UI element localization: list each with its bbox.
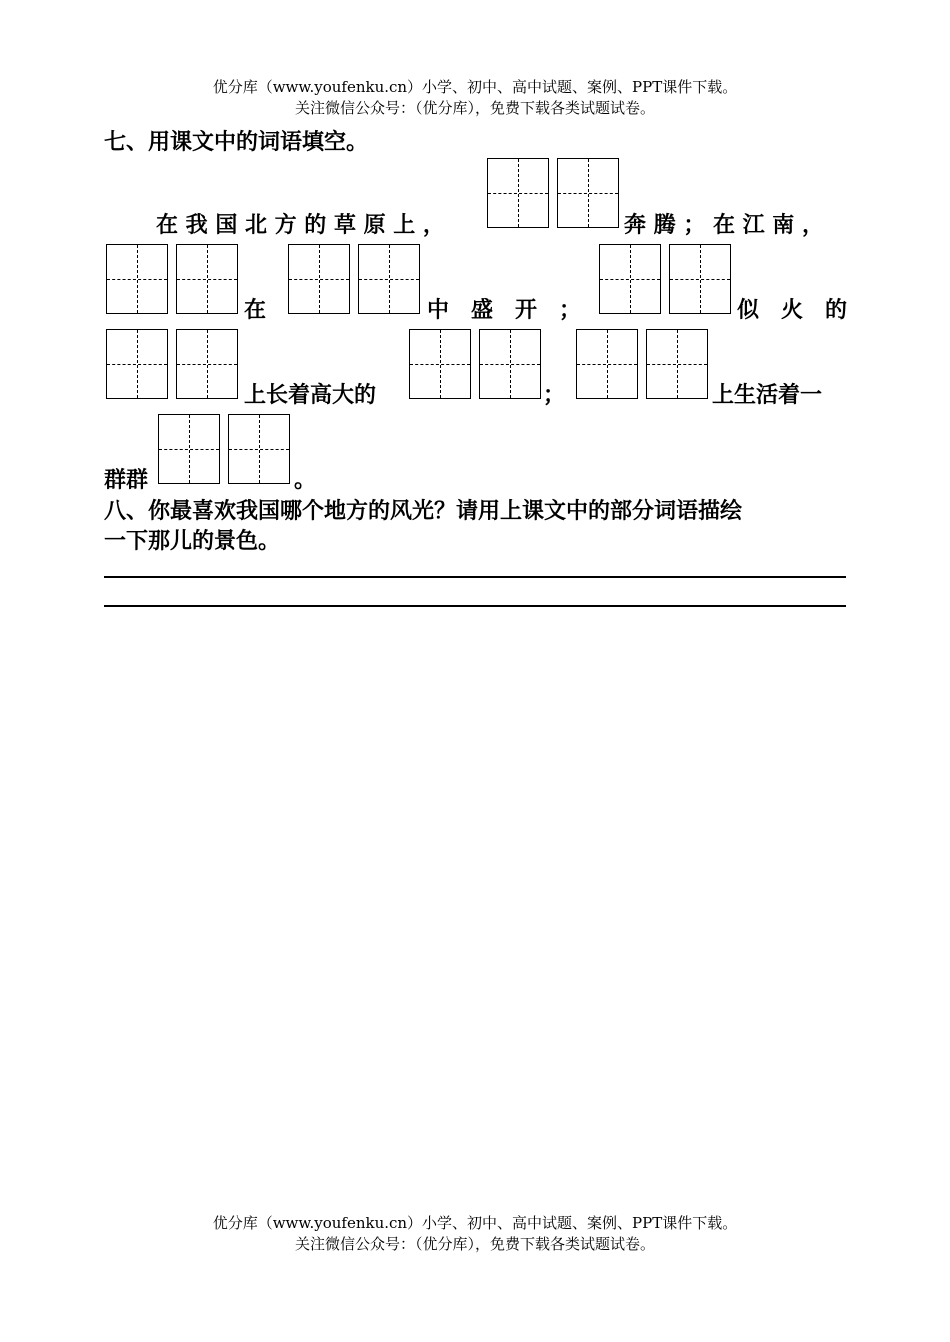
answer-box[interactable] (176, 244, 238, 314)
q7-row3-end: 上生活着一 (712, 382, 823, 408)
answer-box[interactable] (487, 158, 549, 228)
q7-row2-end: 似 火 的 (737, 297, 848, 323)
q7-row1-text: 在 我 国 北 方 的 草 原 上 ， (156, 212, 445, 238)
answer-box[interactable] (358, 244, 420, 314)
answer-box[interactable] (409, 329, 471, 399)
answer-box[interactable] (557, 158, 619, 228)
q7-row3-mid: 上长着高大的 (244, 382, 377, 408)
answer-box[interactable] (646, 329, 708, 399)
q7-row3-semicolon: ； (543, 382, 566, 408)
q7-row1-after: 奔 腾 ； 在 江 南 ， (624, 212, 824, 238)
q7-row4-end: 。 (294, 467, 317, 493)
answer-box[interactable] (576, 329, 638, 399)
q7-row4-start: 群群 (104, 467, 149, 493)
q7-row2-mid: 中 盛 开 ； (427, 297, 582, 323)
answer-box[interactable] (106, 244, 168, 314)
answer-line[interactable] (104, 605, 846, 607)
answer-box[interactable] (158, 414, 220, 484)
answer-box[interactable] (106, 329, 168, 399)
header-line-1: 优分库（www.youfenku.cn）小学、初中、高中试题、案例、PPT课件下载。 (212, 78, 738, 96)
answer-box[interactable] (599, 244, 661, 314)
answer-box[interactable] (176, 329, 238, 399)
footer-line-1: 优分库（www.youfenku.cn）小学、初中、高中试题、案例、PPT课件下载。 (212, 1214, 738, 1232)
question-8-title-line-2: 一下那儿的景色。 (104, 528, 281, 554)
answer-box[interactable] (288, 244, 350, 314)
header-line-2: 关注微信公众号：（优分库），免费下载各类试题试卷。 (294, 99, 655, 117)
answer-box[interactable] (479, 329, 541, 399)
question-7-title: 七、用课文中的词语填空。 (104, 129, 369, 155)
footer-line-2: 关注微信公众号：（优分库），免费下载各类试题试卷。 (294, 1235, 655, 1253)
answer-line[interactable] (104, 576, 846, 578)
q7-row2-zai: 在 (244, 297, 267, 323)
question-8-title-line-1: 八、你最喜欢我国哪个地方的风光？请用上课文中的部分词语描绘 (104, 498, 743, 524)
answer-box[interactable] (669, 244, 731, 314)
answer-box[interactable] (228, 414, 290, 484)
